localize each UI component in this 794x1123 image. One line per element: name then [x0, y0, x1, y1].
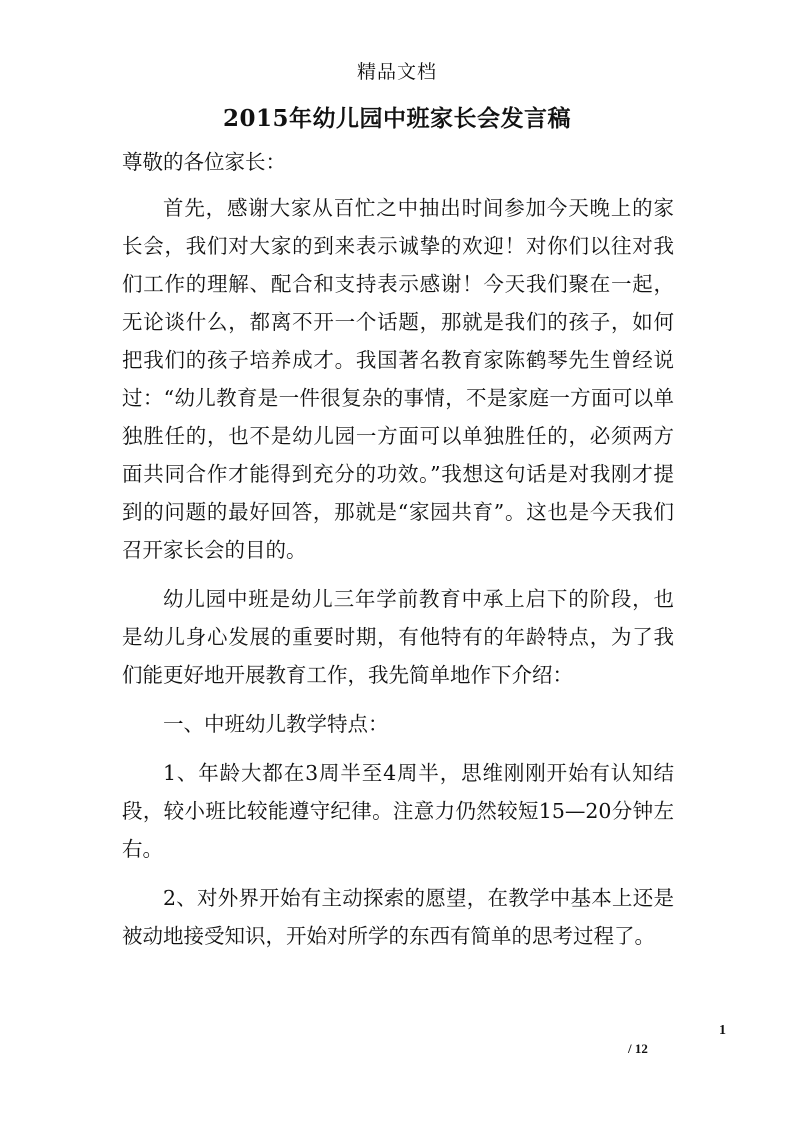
page-total: / 12: [628, 1041, 648, 1056]
paragraph-1: 首先，感谢大家从百忙之中抽出时间参加今天晚上的家长会，我们对大家的到来表示诚挚的欢迎！对你们以往对我们工作的理解、配合和支持表示感谢！今天我们聚在一起，无论谈什么，都离不开一个话题，那就是我们的孩子，如何把我们的孩子培养成才。我国著名教育家陈鹤琴先生曾经说过：“幼儿教育是一件很复杂的事情，不是家庭一方面可以单独胜任的，也不是幼儿园一方面可以单独胜任的，必须两方面共同合作才能得到充分的功效。”我想这句话是对我刚才提到的问题的最好回答，那就是“家园共育”。这也是今天我们召开家长会的目的。: [122, 196, 674, 562]
paragraph-4: 2、对外界开始有主动探索的愿望，在教学中基本上还是被动地接受知识，开始对所学的东西有简单的思考过程了。: [122, 886, 674, 948]
paragraph-3: 1、年龄大都在3周半至4周半，思维刚刚开始有认知结段，较小班比较能遵守纪律。注意力仍然较短15—20分钟左右。: [122, 761, 674, 861]
paragraph-2: 幼儿园中班是幼儿三年学前教育中承上启下的阶段，也是幼儿身心发展的重要时期，有他特有的年龄特点，为了我们能更好地开展教育工作，我先简单地作下介绍：: [122, 587, 674, 687]
page-number: 1: [719, 1023, 726, 1038]
salutation: 尊敬的各位家长：: [122, 150, 286, 174]
document-body: [122, 143, 674, 955]
document-title: 2015年幼儿园中班家长会发言稿: [222, 105, 571, 132]
header-label: 精品文档: [356, 61, 437, 83]
section-heading: 一、中班幼儿教学特点：: [163, 712, 389, 736]
